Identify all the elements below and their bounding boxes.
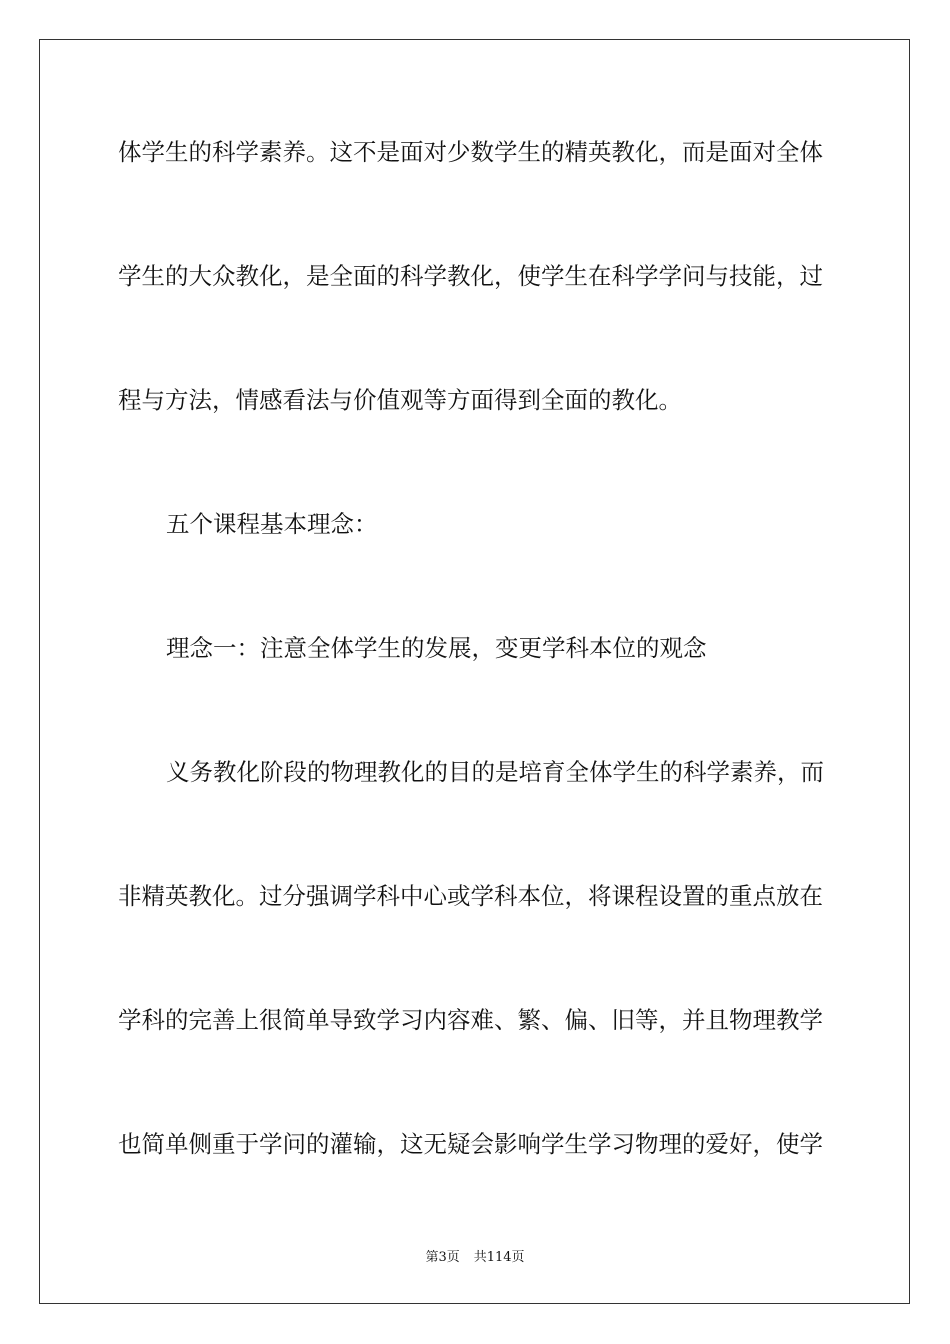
paragraph-line: 也简单侧重于学问的灌输，这无疑会影响学生学习物理的爱好，使学 xyxy=(118,1130,823,1158)
paragraph-line: 体学生的科学素养。这不是面对少数学生的精英教化，而是面对全体 xyxy=(118,138,823,166)
page-total: 共114页 xyxy=(473,1250,525,1265)
concept-heading: 理念一：注意全体学生的发展，变更学科本位的观念 xyxy=(166,634,707,662)
paragraph-line: 学生的大众教化，是全面的科学教化，使学生在科学学问与技能，过 xyxy=(118,262,823,290)
section-heading: 五个课程基本理念： xyxy=(166,510,378,538)
page-number: 第3页 xyxy=(425,1250,460,1265)
paragraph-line: 程与方法，情感看法与价值观等方面得到全面的教化。 xyxy=(118,386,682,414)
page-border xyxy=(39,39,910,1304)
page-footer xyxy=(0,1249,950,1267)
paragraph-line: 义务教化阶段的物理教化的目的是培育全体学生的科学素养，而 xyxy=(166,758,824,786)
paragraph-line: 学科的完善上很简单导致学习内容难、繁、偏、旧等，并且物理教学 xyxy=(118,1006,823,1034)
paragraph-line: 非精英教化。过分强调学科中心或学科本位，将课程设置的重点放在 xyxy=(118,882,823,910)
